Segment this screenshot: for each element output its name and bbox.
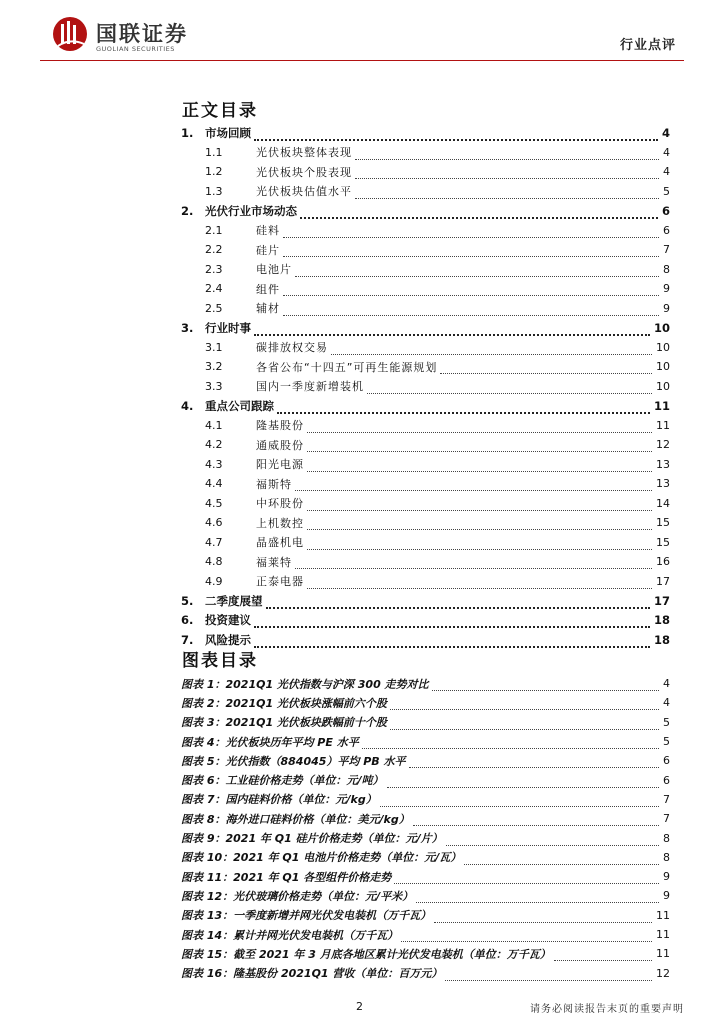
toc-entry-page: 18 [653,613,670,628]
toc-entry-title: 国内一季度新增装机 [256,380,364,394]
toc-entry-title: 正泰电器 [256,575,304,589]
toc-entry-title: 重点公司跟踪 [205,398,274,413]
toc-entry-title: 辅材 [256,302,280,316]
toc-entry-title: 风险提示 [205,632,251,647]
figure-entry-page: 11 [656,928,670,941]
toc-entry-number: 3.1 [205,340,223,354]
toc-entry-number: 4.6 [205,516,223,530]
figure-entry-title: 图表 5：光伏指数（884045）平均 PB 水平 [181,754,406,768]
logo-text-cn: 国联证券 [96,22,188,46]
logo-mark-icon [52,16,88,52]
toc-leader-dots [355,190,659,199]
toc-entry-page: 17 [653,593,670,608]
figure-leader-dots [390,701,659,710]
toc-entry-number: 4.3 [205,457,223,471]
toc-entry-page: 8 [663,262,670,276]
toc-entry-number: 2.3 [205,262,223,276]
header-divider [40,60,684,61]
figure-list-entry[interactable] [181,886,670,905]
figure-leader-dots [413,817,659,826]
figure-list-entry[interactable] [181,751,670,770]
toc-subsection-entry[interactable] [181,162,670,182]
toc-leader-dots [355,151,659,160]
toc-entry-page: 13 [656,457,670,471]
toc-subsection-entry[interactable] [181,279,670,299]
figure-list-entry[interactable] [181,809,670,828]
figure-leader-dots [394,875,659,884]
toc-entry-page: 6 [661,203,670,218]
toc-entry-number: 4.1 [205,418,223,432]
toc-subsection-entry[interactable] [181,552,670,572]
toc-entry-title: 中环股份 [256,497,304,511]
figure-list-entry[interactable] [181,828,670,847]
toc-leader-dots [283,307,659,316]
figure-entry-page: 8 [663,850,670,864]
toc-leader-dots [277,404,650,414]
toc-leader-dots [307,502,652,511]
toc-entry-title: 硅片 [256,243,280,257]
figure-entry-title: 图表 9：2021 年 Q1 硅片价格走势（单位：元/片） [181,832,443,846]
toc-subsection-entry[interactable] [181,533,670,553]
toc-entry-page: 17 [656,574,670,588]
figure-list-entry[interactable] [181,925,670,944]
figure-list-entry[interactable] [181,713,670,732]
figure-list-entry[interactable] [181,944,670,963]
figure-list-entry[interactable] [181,790,670,809]
toc-entry-page: 4 [663,165,670,179]
toc-entry-title: 二季度展望 [205,593,263,608]
figure-entry-page: 4 [663,696,670,710]
figure-entry-title: 图表 8：海外进口硅料价格（单位：美元/kg） [181,812,410,826]
toc-subsection-entry[interactable] [181,474,670,494]
toc-leader-dots [355,170,659,179]
figure-leader-dots [380,798,659,807]
toc-entry-title: 通威股份 [256,438,304,452]
toc-entry-number: 2.2 [205,243,223,257]
toc-entry-page: 10 [653,320,670,335]
toc-subsection-entry[interactable] [181,240,670,260]
toc-entry-title: 光伏板块整体表现 [256,146,352,160]
report-type-label: 行业点评 [619,38,676,53]
figures-table-of-contents [181,674,670,983]
toc-entry-title: 阳光电源 [256,458,304,472]
figure-entry-title: 图表 16：隆基股份 2021Q1 营收（单位：百万元） [181,967,443,981]
toc-entry-title: 组件 [256,282,280,296]
toc-leader-dots [283,229,659,238]
toc-entry-number: 4. [181,398,194,413]
figure-entry-title: 图表 11：2021 年 Q1 各型组件价格走势 [181,870,392,884]
figure-entry-page: 11 [656,947,670,961]
toc-leader-dots [307,541,652,550]
toc-entry-page: 4 [663,145,670,159]
figure-entry-title: 图表 4：光伏板块历年平均 PE 水平 [181,735,359,749]
toc-entry-number: 1.1 [205,145,223,159]
toc-subsection-entry[interactable] [181,221,670,241]
toc-subsection-entry[interactable] [181,377,670,397]
figure-entry-title: 图表 14：累计并网光伏发电装机（万千瓦） [181,928,399,942]
figure-leader-dots [401,933,652,942]
toc-entry-number: 4.9 [205,574,223,588]
toc-entry-number: 1.3 [205,184,223,198]
company-logo [52,14,252,56]
figure-entry-title: 图表 12：光伏玻璃价格走势（单位：元/平米） [181,889,414,903]
toc-leader-dots [283,287,659,296]
toc-entry-number: 3.3 [205,379,223,393]
figure-list-entry[interactable] [181,963,670,982]
toc-entry-title: 光伏板块估值水平 [256,185,352,199]
toc-entry-title: 市场回顾 [205,125,251,140]
figure-entry-page: 9 [663,889,670,903]
figure-entry-page: 4 [663,677,670,691]
toc-entry-title: 晶盛机电 [256,536,304,550]
toc-leader-dots [283,248,659,257]
toc-entry-page: 4 [661,125,670,140]
toc-entry-number: 2. [181,203,194,218]
toc-section-entry[interactable] [181,201,670,221]
figure-entry-title: 图表 10：2021 年 Q1 电池片价格走势（单位：元/瓦） [181,851,462,865]
figure-entry-title: 图表 3：2021Q1 光伏板块跌幅前十个股 [181,716,387,730]
toc-subsection-entry[interactable] [181,455,670,475]
toc-entry-number: 2.1 [205,223,223,237]
toc-entry-page: 10 [656,379,670,393]
toc-entry-title: 福莱特 [256,555,292,569]
toc-title: 正文目录 [182,101,258,121]
toc-leader-dots [254,131,658,141]
figure-entry-title: 图表 7：国内硅料价格（单位：元/kg） [181,793,377,807]
toc-entry-title: 电池片 [256,263,292,277]
figure-entry-page: 7 [663,812,670,826]
table-of-contents [181,123,670,650]
toc-entry-page: 12 [656,438,670,452]
figure-entry-page: 7 [663,792,670,806]
figure-entry-page: 5 [663,715,670,729]
figure-entry-page: 5 [663,735,670,749]
toc-leader-dots [295,482,652,491]
toc-subsection-entry[interactable] [181,143,670,163]
toc-entry-number: 4.8 [205,555,223,569]
figure-entry-page: 6 [663,773,670,787]
toc-leader-dots [266,599,650,609]
toc-entry-title: 投资建议 [205,613,251,628]
toc-leader-dots [254,618,650,628]
figure-entry-page: 12 [656,966,670,980]
figure-leader-dots [387,779,660,788]
toc-entry-page: 11 [656,418,670,432]
toc-subsection-entry[interactable] [181,357,670,377]
figure-entry-page: 11 [656,908,670,922]
toc-entry-title: 碳排放权交易 [256,341,328,355]
toc-entry-page: 7 [663,243,670,257]
toc-entry-page: 14 [656,496,670,510]
toc-leader-dots [307,424,652,433]
toc-leader-dots [307,463,652,472]
toc-entry-title: 行业时事 [205,320,251,335]
figure-leader-dots [409,759,659,768]
toc-entry-page: 16 [656,555,670,569]
figure-list-entry[interactable] [181,906,670,925]
toc-entry-number: 4.7 [205,535,223,549]
toc-entry-page: 11 [653,398,670,413]
toc-entry-number: 2.5 [205,301,223,315]
footer-disclaimer: 请务必阅读报告末页的重要声明 [530,1004,684,1015]
toc-entry-number: 5. [181,593,194,608]
figure-leader-dots [362,740,659,749]
toc-entry-page: 15 [656,535,670,549]
toc-entry-number: 4.5 [205,496,223,510]
toc-leader-dots [307,521,652,530]
toc-entry-number: 4.2 [205,438,223,452]
toc-leader-dots [295,560,652,569]
toc-section-entry[interactable] [181,611,670,631]
toc-subsection-entry[interactable] [181,572,670,592]
toc-entry-number: 1.2 [205,165,223,179]
figure-list-entry[interactable] [181,867,670,886]
toc-entry-title: 上机数控 [256,516,304,530]
toc-entry-title: 隆基股份 [256,419,304,433]
toc-subsection-entry[interactable] [181,416,670,436]
figure-list-entry[interactable] [181,693,670,712]
toc-entry-title: 福斯特 [256,477,292,491]
figures-toc-title: 图表目录 [182,651,258,671]
toc-entry-page: 10 [656,340,670,354]
figure-leader-dots [416,894,659,903]
toc-entry-page: 9 [663,301,670,315]
toc-leader-dots [295,268,659,277]
toc-entry-number: 1. [181,125,194,140]
page-header [40,14,684,60]
toc-entry-page: 5 [663,184,670,198]
figure-leader-dots [554,952,652,961]
toc-entry-page: 15 [656,516,670,530]
toc-subsection-entry[interactable] [181,182,670,202]
figure-list-entry[interactable] [181,848,670,867]
figure-leader-dots [390,721,659,730]
toc-entry-number: 6. [181,613,194,628]
toc-entry-page: 18 [653,632,670,647]
figure-entry-title: 图表 2：2021Q1 光伏板块涨幅前六个股 [181,696,387,710]
toc-entry-number: 3.2 [205,360,223,374]
figure-list-entry[interactable] [181,770,670,789]
figure-entry-page: 6 [663,754,670,768]
logo-text-en: GUOLIAN SECURITIES [96,45,175,53]
toc-section-entry[interactable] [181,123,670,143]
figure-entry-title: 图表 15：截至 2021 年 3 月底各地区累计光伏发电装机（单位：万千瓦） [181,947,551,961]
toc-leader-dots [440,365,652,374]
figure-entry-page: 9 [663,870,670,884]
toc-entry-title: 硅料 [256,224,280,238]
toc-entry-number: 3. [181,320,194,335]
toc-subsection-entry[interactable] [181,338,670,358]
figure-leader-dots [464,856,659,865]
toc-leader-dots [307,443,652,452]
toc-section-entry[interactable] [181,396,670,416]
toc-entry-page: 6 [663,223,670,237]
toc-leader-dots [307,580,652,589]
toc-leader-dots [254,638,650,648]
figure-leader-dots [434,914,652,923]
page-number: 2 [356,1000,363,1013]
toc-entry-page: 10 [656,360,670,374]
toc-entry-title: 光伏行业市场动态 [205,203,297,218]
figure-entry-title: 图表 13：一季度新增并网光伏发电装机（万千瓦） [181,909,432,923]
figure-leader-dots [446,837,659,846]
toc-entry-title: 各省公布“十四五”可再生能源规划 [256,360,438,374]
figure-list-entry[interactable] [181,732,670,751]
figure-entry-title: 图表 6：工业硅价格走势（单位：元/吨） [181,774,384,788]
toc-subsection-entry[interactable] [181,435,670,455]
figure-entry-title: 图表 1：2021Q1 光伏指数与沪深 300 走势对比 [181,677,429,691]
toc-subsection-entry[interactable] [181,299,670,319]
toc-leader-dots [300,209,658,219]
toc-entry-page: 9 [663,282,670,296]
figure-leader-dots [432,682,659,691]
toc-entry-number: 4.4 [205,477,223,491]
toc-section-entry[interactable] [181,318,670,338]
toc-entry-title: 光伏板块个股表现 [256,165,352,179]
toc-subsection-entry[interactable] [181,494,670,514]
toc-leader-dots [254,326,650,336]
figure-leader-dots [445,972,652,981]
toc-section-entry[interactable] [181,591,670,611]
toc-entry-number: 7. [181,632,194,647]
toc-entry-page: 13 [656,477,670,491]
toc-subsection-entry[interactable] [181,513,670,533]
figure-list-entry[interactable] [181,674,670,693]
toc-subsection-entry[interactable] [181,260,670,280]
toc-leader-dots [331,346,652,355]
figure-entry-page: 8 [663,831,670,845]
toc-entry-number: 2.4 [205,282,223,296]
toc-leader-dots [367,385,652,394]
